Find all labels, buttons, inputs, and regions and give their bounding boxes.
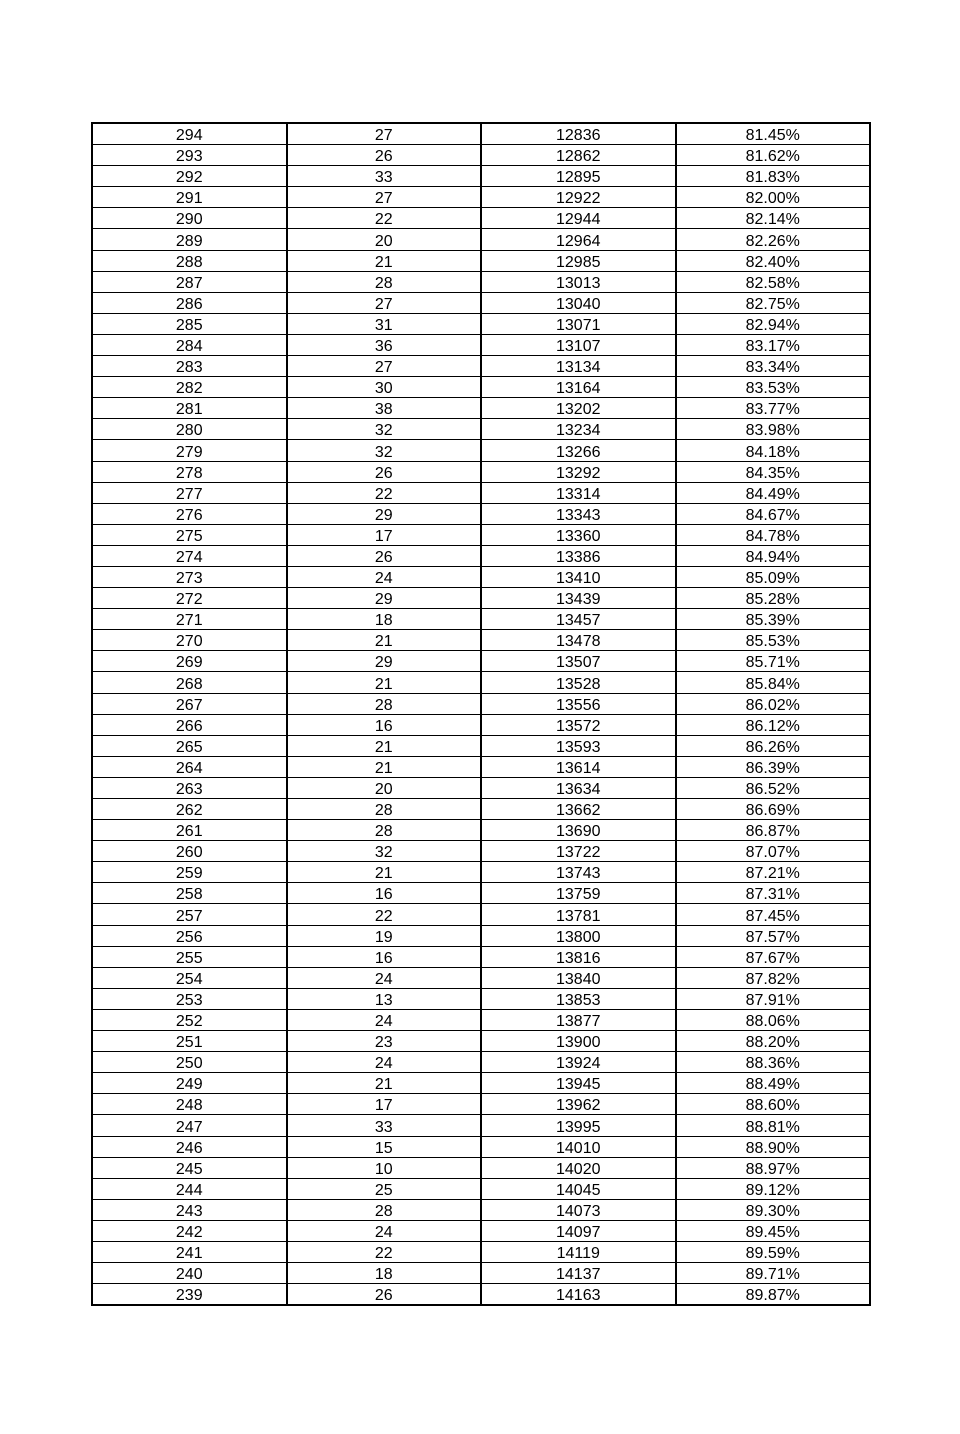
table-row xyxy=(92,862,870,883)
cumulative-count-cell: 13962 xyxy=(481,1094,676,1115)
count-cell: 18 xyxy=(287,1263,482,1284)
score-cell: 257 xyxy=(92,904,287,925)
count-cell: 22 xyxy=(287,904,482,925)
cumulative-percent-cell: 81.45% xyxy=(676,123,871,145)
table-row xyxy=(92,1073,870,1094)
table-row xyxy=(92,925,870,946)
cumulative-count-cell: 14163 xyxy=(481,1284,676,1306)
score-cell: 267 xyxy=(92,693,287,714)
table-row xyxy=(92,799,870,820)
table-row xyxy=(92,988,870,1009)
table-row xyxy=(92,377,870,398)
cumulative-percent-cell: 86.26% xyxy=(676,735,871,756)
count-cell: 21 xyxy=(287,735,482,756)
count-cell: 26 xyxy=(287,1284,482,1306)
count-cell: 16 xyxy=(287,946,482,967)
cumulative-percent-cell: 88.97% xyxy=(676,1157,871,1178)
count-cell: 21 xyxy=(287,862,482,883)
count-cell: 21 xyxy=(287,250,482,271)
cumulative-count-cell: 13478 xyxy=(481,630,676,651)
score-cell: 252 xyxy=(92,1009,287,1030)
table-row xyxy=(92,651,870,672)
count-cell: 28 xyxy=(287,799,482,820)
table-row xyxy=(92,609,870,630)
score-cell: 269 xyxy=(92,651,287,672)
cumulative-count-cell: 13690 xyxy=(481,820,676,841)
cumulative-percent-cell: 88.36% xyxy=(676,1052,871,1073)
count-cell: 22 xyxy=(287,482,482,503)
cumulative-percent-cell: 83.77% xyxy=(676,398,871,419)
cumulative-percent-cell: 89.12% xyxy=(676,1178,871,1199)
table-row xyxy=(92,1094,870,1115)
table-row xyxy=(92,334,870,355)
table-row xyxy=(92,566,870,587)
table-body xyxy=(92,123,870,1305)
count-cell: 36 xyxy=(287,334,482,355)
cumulative-percent-cell: 89.59% xyxy=(676,1241,871,1262)
cumulative-count-cell: 13662 xyxy=(481,799,676,820)
cumulative-count-cell: 13556 xyxy=(481,693,676,714)
table-row xyxy=(92,756,870,777)
count-cell: 38 xyxy=(287,398,482,419)
cumulative-count-cell: 14045 xyxy=(481,1178,676,1199)
count-cell: 31 xyxy=(287,313,482,334)
cumulative-percent-cell: 82.00% xyxy=(676,187,871,208)
count-cell: 15 xyxy=(287,1136,482,1157)
cumulative-count-cell: 14097 xyxy=(481,1220,676,1241)
cumulative-count-cell: 13593 xyxy=(481,735,676,756)
cumulative-count-cell: 14137 xyxy=(481,1263,676,1284)
table-row xyxy=(92,166,870,187)
score-cell: 271 xyxy=(92,609,287,630)
score-cell: 259 xyxy=(92,862,287,883)
count-cell: 13 xyxy=(287,988,482,1009)
cumulative-count-cell: 13781 xyxy=(481,904,676,925)
count-cell: 26 xyxy=(287,545,482,566)
score-cell: 249 xyxy=(92,1073,287,1094)
cumulative-percent-cell: 83.98% xyxy=(676,419,871,440)
table-row xyxy=(92,461,870,482)
cumulative-count-cell: 13040 xyxy=(481,292,676,313)
table-row xyxy=(92,229,870,250)
cumulative-count-cell: 13840 xyxy=(481,967,676,988)
cumulative-count-cell: 13634 xyxy=(481,777,676,798)
score-cell: 286 xyxy=(92,292,287,313)
score-cell: 248 xyxy=(92,1094,287,1115)
cumulative-count-cell: 13013 xyxy=(481,271,676,292)
table-row xyxy=(92,398,870,419)
score-cell: 283 xyxy=(92,356,287,377)
cumulative-count-cell: 13945 xyxy=(481,1073,676,1094)
cumulative-percent-cell: 87.57% xyxy=(676,925,871,946)
cumulative-count-cell: 13386 xyxy=(481,545,676,566)
cumulative-percent-cell: 86.12% xyxy=(676,714,871,735)
table-row xyxy=(92,714,870,735)
score-cell: 294 xyxy=(92,123,287,145)
score-cell: 276 xyxy=(92,503,287,524)
score-cell: 264 xyxy=(92,756,287,777)
count-cell: 23 xyxy=(287,1031,482,1052)
score-cell: 272 xyxy=(92,588,287,609)
cumulative-percent-cell: 86.39% xyxy=(676,756,871,777)
table-row xyxy=(92,1263,870,1284)
table-row xyxy=(92,1052,870,1073)
score-distribution-table xyxy=(91,122,871,1306)
cumulative-percent-cell: 84.49% xyxy=(676,482,871,503)
score-cell: 261 xyxy=(92,820,287,841)
count-cell: 27 xyxy=(287,187,482,208)
cumulative-count-cell: 13107 xyxy=(481,334,676,355)
score-cell: 287 xyxy=(92,271,287,292)
score-cell: 273 xyxy=(92,566,287,587)
cumulative-percent-cell: 89.30% xyxy=(676,1199,871,1220)
count-cell: 24 xyxy=(287,1220,482,1241)
score-cell: 275 xyxy=(92,524,287,545)
count-cell: 33 xyxy=(287,1115,482,1136)
cumulative-count-cell: 14073 xyxy=(481,1199,676,1220)
cumulative-percent-cell: 85.71% xyxy=(676,651,871,672)
cumulative-percent-cell: 88.06% xyxy=(676,1009,871,1030)
cumulative-percent-cell: 88.60% xyxy=(676,1094,871,1115)
score-cell: 239 xyxy=(92,1284,287,1306)
table-row xyxy=(92,1115,870,1136)
cumulative-count-cell: 13234 xyxy=(481,419,676,440)
cumulative-percent-cell: 88.49% xyxy=(676,1073,871,1094)
score-cell: 268 xyxy=(92,672,287,693)
count-cell: 24 xyxy=(287,967,482,988)
cumulative-count-cell: 12922 xyxy=(481,187,676,208)
cumulative-count-cell: 12862 xyxy=(481,145,676,166)
cumulative-percent-cell: 87.07% xyxy=(676,841,871,862)
score-cell: 241 xyxy=(92,1241,287,1262)
table-row xyxy=(92,524,870,545)
cumulative-percent-cell: 83.34% xyxy=(676,356,871,377)
table-row xyxy=(92,777,870,798)
cumulative-percent-cell: 88.81% xyxy=(676,1115,871,1136)
cumulative-count-cell: 13457 xyxy=(481,609,676,630)
cumulative-percent-cell: 89.45% xyxy=(676,1220,871,1241)
count-cell: 32 xyxy=(287,440,482,461)
count-cell: 27 xyxy=(287,123,482,145)
table-row xyxy=(92,271,870,292)
table-row xyxy=(92,1031,870,1052)
cumulative-percent-cell: 83.53% xyxy=(676,377,871,398)
cumulative-percent-cell: 81.83% xyxy=(676,166,871,187)
table-row xyxy=(92,967,870,988)
table-row xyxy=(92,820,870,841)
score-cell: 266 xyxy=(92,714,287,735)
cumulative-count-cell: 13900 xyxy=(481,1031,676,1052)
score-cell: 254 xyxy=(92,967,287,988)
cumulative-percent-cell: 82.94% xyxy=(676,313,871,334)
cumulative-percent-cell: 84.78% xyxy=(676,524,871,545)
count-cell: 16 xyxy=(287,883,482,904)
cumulative-percent-cell: 85.09% xyxy=(676,566,871,587)
cumulative-percent-cell: 85.53% xyxy=(676,630,871,651)
cumulative-percent-cell: 83.17% xyxy=(676,334,871,355)
cumulative-count-cell: 12895 xyxy=(481,166,676,187)
score-cell: 290 xyxy=(92,208,287,229)
count-cell: 22 xyxy=(287,1241,482,1262)
table-row xyxy=(92,123,870,145)
table-row xyxy=(92,1284,870,1306)
cumulative-percent-cell: 82.40% xyxy=(676,250,871,271)
table-row xyxy=(92,482,870,503)
table-row xyxy=(92,250,870,271)
cumulative-percent-cell: 86.87% xyxy=(676,820,871,841)
score-cell: 265 xyxy=(92,735,287,756)
cumulative-percent-cell: 87.91% xyxy=(676,988,871,1009)
table-row xyxy=(92,841,870,862)
table-row xyxy=(92,630,870,651)
count-cell: 21 xyxy=(287,1073,482,1094)
table-row xyxy=(92,503,870,524)
cumulative-count-cell: 13202 xyxy=(481,398,676,419)
count-cell: 21 xyxy=(287,672,482,693)
score-cell: 240 xyxy=(92,1263,287,1284)
cumulative-count-cell: 12944 xyxy=(481,208,676,229)
score-cell: 292 xyxy=(92,166,287,187)
count-cell: 30 xyxy=(287,377,482,398)
score-cell: 258 xyxy=(92,883,287,904)
count-cell: 24 xyxy=(287,1009,482,1030)
table-row xyxy=(92,693,870,714)
count-cell: 20 xyxy=(287,229,482,250)
cumulative-count-cell: 13722 xyxy=(481,841,676,862)
score-cell: 282 xyxy=(92,377,287,398)
cumulative-count-cell: 13877 xyxy=(481,1009,676,1030)
count-cell: 22 xyxy=(287,208,482,229)
score-cell: 285 xyxy=(92,313,287,334)
cumulative-count-cell: 13314 xyxy=(481,482,676,503)
cumulative-percent-cell: 84.67% xyxy=(676,503,871,524)
cumulative-count-cell: 13743 xyxy=(481,862,676,883)
table-row xyxy=(92,672,870,693)
cumulative-percent-cell: 87.21% xyxy=(676,862,871,883)
score-cell: 270 xyxy=(92,630,287,651)
table-row xyxy=(92,419,870,440)
count-cell: 25 xyxy=(287,1178,482,1199)
table-row xyxy=(92,145,870,166)
cumulative-percent-cell: 89.87% xyxy=(676,1284,871,1306)
score-cell: 260 xyxy=(92,841,287,862)
count-cell: 28 xyxy=(287,820,482,841)
count-cell: 32 xyxy=(287,419,482,440)
cumulative-count-cell: 12985 xyxy=(481,250,676,271)
score-cell: 279 xyxy=(92,440,287,461)
score-cell: 289 xyxy=(92,229,287,250)
cumulative-percent-cell: 84.94% xyxy=(676,545,871,566)
cumulative-count-cell: 13360 xyxy=(481,524,676,545)
score-cell: 284 xyxy=(92,334,287,355)
score-cell: 246 xyxy=(92,1136,287,1157)
cumulative-count-cell: 13343 xyxy=(481,503,676,524)
cumulative-count-cell: 13995 xyxy=(481,1115,676,1136)
score-cell: 262 xyxy=(92,799,287,820)
score-cell: 281 xyxy=(92,398,287,419)
count-cell: 18 xyxy=(287,609,482,630)
cumulative-percent-cell: 87.67% xyxy=(676,946,871,967)
score-cell: 244 xyxy=(92,1178,287,1199)
score-cell: 293 xyxy=(92,145,287,166)
count-cell: 21 xyxy=(287,630,482,651)
score-cell: 251 xyxy=(92,1031,287,1052)
count-cell: 26 xyxy=(287,461,482,482)
count-cell: 17 xyxy=(287,524,482,545)
table-row xyxy=(92,1157,870,1178)
cumulative-percent-cell: 82.14% xyxy=(676,208,871,229)
cumulative-percent-cell: 88.20% xyxy=(676,1031,871,1052)
count-cell: 29 xyxy=(287,588,482,609)
count-cell: 24 xyxy=(287,566,482,587)
cumulative-percent-cell: 85.84% xyxy=(676,672,871,693)
table-row xyxy=(92,187,870,208)
count-cell: 17 xyxy=(287,1094,482,1115)
table-row xyxy=(92,1136,870,1157)
table-row xyxy=(92,1199,870,1220)
table-row xyxy=(92,904,870,925)
count-cell: 29 xyxy=(287,651,482,672)
score-cell: 243 xyxy=(92,1199,287,1220)
cumulative-count-cell: 13853 xyxy=(481,988,676,1009)
cumulative-percent-cell: 86.69% xyxy=(676,799,871,820)
count-cell: 21 xyxy=(287,756,482,777)
table-row xyxy=(92,588,870,609)
score-cell: 250 xyxy=(92,1052,287,1073)
count-cell: 28 xyxy=(287,693,482,714)
cumulative-count-cell: 12964 xyxy=(481,229,676,250)
score-cell: 277 xyxy=(92,482,287,503)
cumulative-count-cell: 13572 xyxy=(481,714,676,735)
table-row xyxy=(92,1178,870,1199)
count-cell: 10 xyxy=(287,1157,482,1178)
score-cell: 274 xyxy=(92,545,287,566)
cumulative-percent-cell: 86.52% xyxy=(676,777,871,798)
cumulative-count-cell: 13266 xyxy=(481,440,676,461)
score-cell: 256 xyxy=(92,925,287,946)
cumulative-percent-cell: 87.31% xyxy=(676,883,871,904)
table-row xyxy=(92,292,870,313)
score-cell: 242 xyxy=(92,1220,287,1241)
cumulative-count-cell: 14020 xyxy=(481,1157,676,1178)
cumulative-count-cell: 13614 xyxy=(481,756,676,777)
cumulative-count-cell: 13528 xyxy=(481,672,676,693)
score-cell: 291 xyxy=(92,187,287,208)
cumulative-percent-cell: 86.02% xyxy=(676,693,871,714)
table-row xyxy=(92,1009,870,1030)
cumulative-percent-cell: 82.75% xyxy=(676,292,871,313)
score-cell: 263 xyxy=(92,777,287,798)
cumulative-count-cell: 14119 xyxy=(481,1241,676,1262)
count-cell: 29 xyxy=(287,503,482,524)
table-row xyxy=(92,208,870,229)
score-cell: 255 xyxy=(92,946,287,967)
count-cell: 26 xyxy=(287,145,482,166)
cumulative-count-cell: 13507 xyxy=(481,651,676,672)
cumulative-percent-cell: 82.26% xyxy=(676,229,871,250)
count-cell: 28 xyxy=(287,271,482,292)
table-row xyxy=(92,946,870,967)
cumulative-count-cell: 12836 xyxy=(481,123,676,145)
cumulative-percent-cell: 84.18% xyxy=(676,440,871,461)
count-cell: 27 xyxy=(287,292,482,313)
cumulative-count-cell: 13816 xyxy=(481,946,676,967)
table-row xyxy=(92,883,870,904)
cumulative-count-cell: 13164 xyxy=(481,377,676,398)
table-row xyxy=(92,1220,870,1241)
table-row xyxy=(92,440,870,461)
score-cell: 247 xyxy=(92,1115,287,1136)
cumulative-percent-cell: 89.71% xyxy=(676,1263,871,1284)
cumulative-count-cell: 13134 xyxy=(481,356,676,377)
count-cell: 20 xyxy=(287,777,482,798)
cumulative-count-cell: 13292 xyxy=(481,461,676,482)
cumulative-percent-cell: 88.90% xyxy=(676,1136,871,1157)
cumulative-count-cell: 13071 xyxy=(481,313,676,334)
table-row xyxy=(92,735,870,756)
score-cell: 288 xyxy=(92,250,287,271)
cumulative-percent-cell: 85.28% xyxy=(676,588,871,609)
score-cell: 280 xyxy=(92,419,287,440)
cumulative-percent-cell: 87.45% xyxy=(676,904,871,925)
cumulative-count-cell: 13759 xyxy=(481,883,676,904)
table-row xyxy=(92,356,870,377)
cumulative-percent-cell: 82.58% xyxy=(676,271,871,292)
count-cell: 32 xyxy=(287,841,482,862)
cumulative-count-cell: 13410 xyxy=(481,566,676,587)
cumulative-count-cell: 14010 xyxy=(481,1136,676,1157)
cumulative-percent-cell: 87.82% xyxy=(676,967,871,988)
cumulative-count-cell: 13439 xyxy=(481,588,676,609)
table-row xyxy=(92,313,870,334)
cumulative-count-cell: 13924 xyxy=(481,1052,676,1073)
count-cell: 16 xyxy=(287,714,482,735)
count-cell: 27 xyxy=(287,356,482,377)
count-cell: 19 xyxy=(287,925,482,946)
table-row xyxy=(92,545,870,566)
score-cell: 253 xyxy=(92,988,287,1009)
cumulative-count-cell: 13800 xyxy=(481,925,676,946)
cumulative-percent-cell: 84.35% xyxy=(676,461,871,482)
count-cell: 28 xyxy=(287,1199,482,1220)
table-row xyxy=(92,1241,870,1262)
cumulative-percent-cell: 81.62% xyxy=(676,145,871,166)
score-cell: 245 xyxy=(92,1157,287,1178)
count-cell: 24 xyxy=(287,1052,482,1073)
count-cell: 33 xyxy=(287,166,482,187)
score-cell: 278 xyxy=(92,461,287,482)
cumulative-percent-cell: 85.39% xyxy=(676,609,871,630)
